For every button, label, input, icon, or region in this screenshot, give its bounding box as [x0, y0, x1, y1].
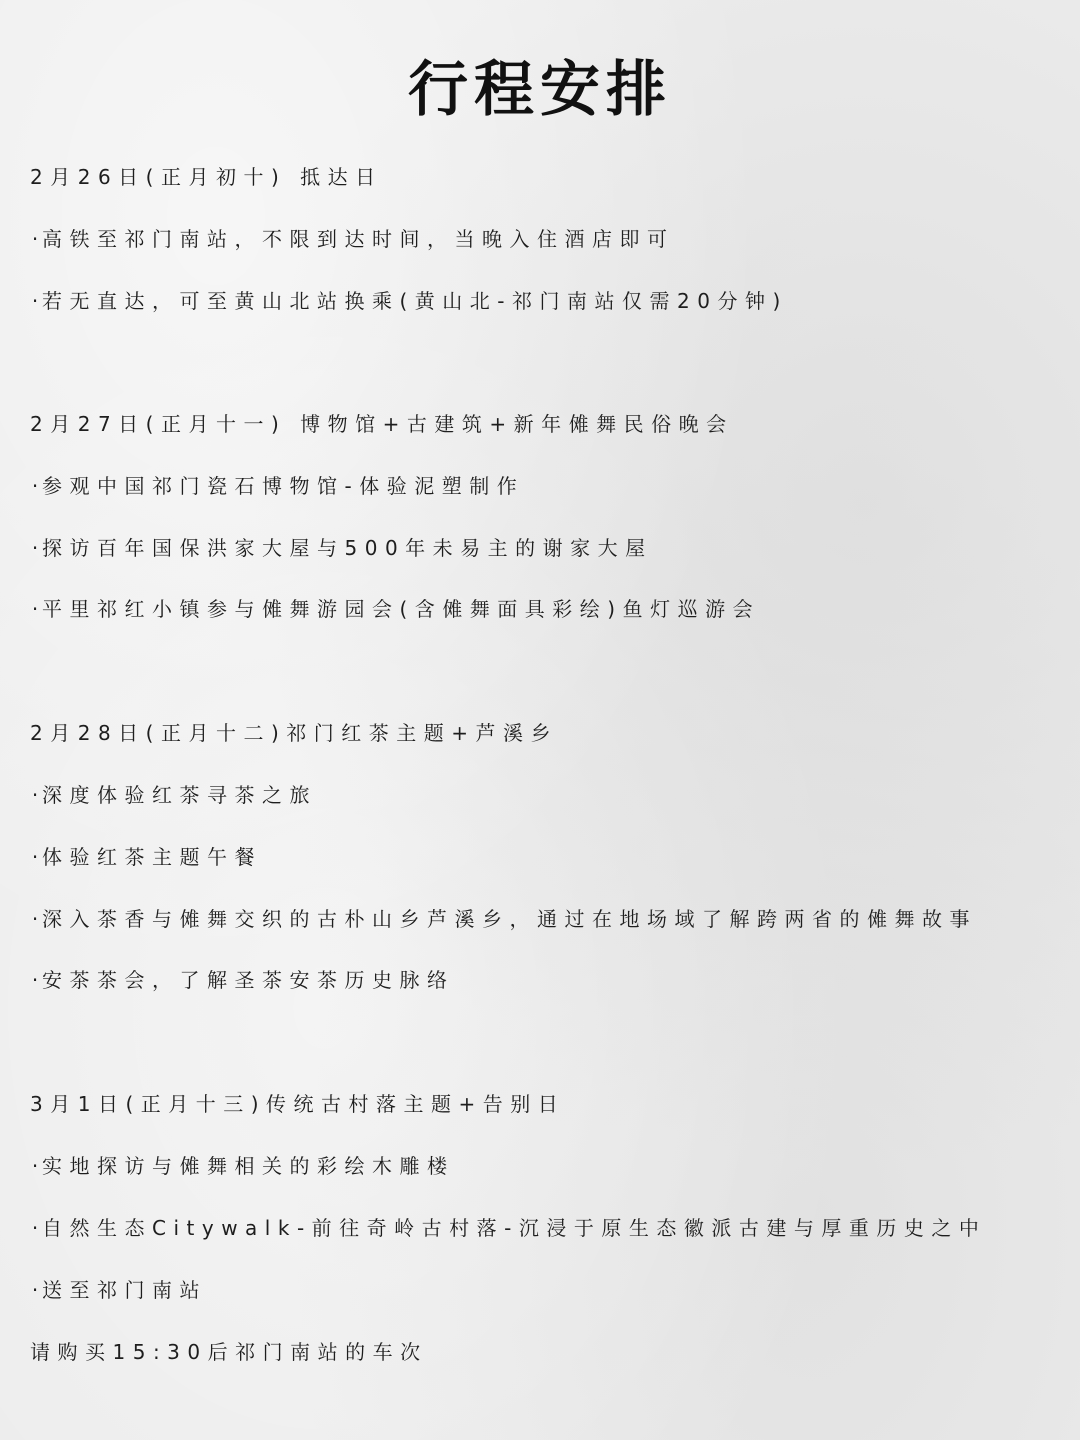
bullet-marker: ·	[31, 783, 39, 807]
bullet-marker: ·	[31, 474, 39, 498]
day-2-item-3	[28, 594, 760, 624]
bullet-marker: ·	[31, 1278, 39, 1302]
bullet-marker: ·	[31, 907, 39, 931]
day-4-item-3	[28, 1275, 207, 1305]
page-title: 行程安排	[408, 55, 672, 125]
day-3-item-3	[28, 904, 977, 934]
day-1-item-2	[28, 286, 788, 316]
bullet-marker: ·	[31, 227, 39, 251]
item-text: 自然生态Citywalk-前往奇岭古村落-沉浸于原生态徽派古建与厚重历史之中	[42, 1216, 987, 1240]
day-2-item-1	[28, 471, 524, 501]
bullet-marker: ·	[31, 597, 39, 621]
bullet-marker: ·	[31, 1154, 39, 1178]
day-3-item-2	[28, 842, 262, 872]
day-2-heading: 2月27日(正月十一) 博物馆+古建筑+新年傩舞民俗晚会	[30, 412, 734, 436]
item-text: 体验红茶主题午餐	[42, 845, 262, 869]
bullet-marker: ·	[31, 536, 39, 560]
day-4-item-2	[28, 1213, 986, 1243]
day-4-heading: 3月1日(正月十三)传统古村落主题+告别日	[30, 1092, 566, 1116]
item-text: 参观中国祁门瓷石博物馆-体验泥塑制作	[42, 474, 525, 498]
item-text: 高铁至祁门南站，不限到达时间，当晚入住酒店即可	[42, 227, 675, 251]
bullet-marker: ·	[31, 289, 39, 313]
day-1-heading: 2月26日(正月初十) 抵达日	[30, 165, 383, 189]
item-text: 平里祁红小镇参与傩舞游园会(含傩舞面具彩绘)鱼灯巡游会	[42, 597, 761, 621]
item-text: 深入茶香与傩舞交织的古朴山乡芦溪乡，通过在地场域了解跨两省的傩舞故事	[42, 907, 977, 931]
bullet-marker: ·	[31, 1216, 39, 1240]
item-text: 若无直达，可至黄山北站换乘(黄山北-祁门南站仅需20分钟)	[42, 289, 788, 313]
item-text: 实地探访与傩舞相关的彩绘木雕楼	[42, 1154, 455, 1178]
day-3-item-4	[28, 965, 455, 995]
bullet-marker: ·	[31, 968, 39, 992]
item-text: 送至祁门南站	[42, 1278, 207, 1302]
bullet-marker: ·	[31, 845, 39, 869]
day-1-item-1	[28, 224, 675, 254]
day-2-item-2	[28, 533, 653, 563]
day-3-item-1	[28, 780, 317, 810]
item-text: 探访百年国保洪家大屋与500年未易主的谢家大屋	[42, 536, 653, 560]
item-text: 安茶茶会，了解圣茶安茶历史脉络	[42, 968, 455, 992]
day-4-item-1	[28, 1151, 455, 1181]
item-text: 深度体验红茶寻茶之旅	[42, 783, 317, 807]
day-3-heading: 2月28日(正月十二)祁门红茶主题+芦溪乡	[30, 721, 559, 745]
footer-note: 请购买15:30后祁门南站的车次	[30, 1340, 428, 1364]
